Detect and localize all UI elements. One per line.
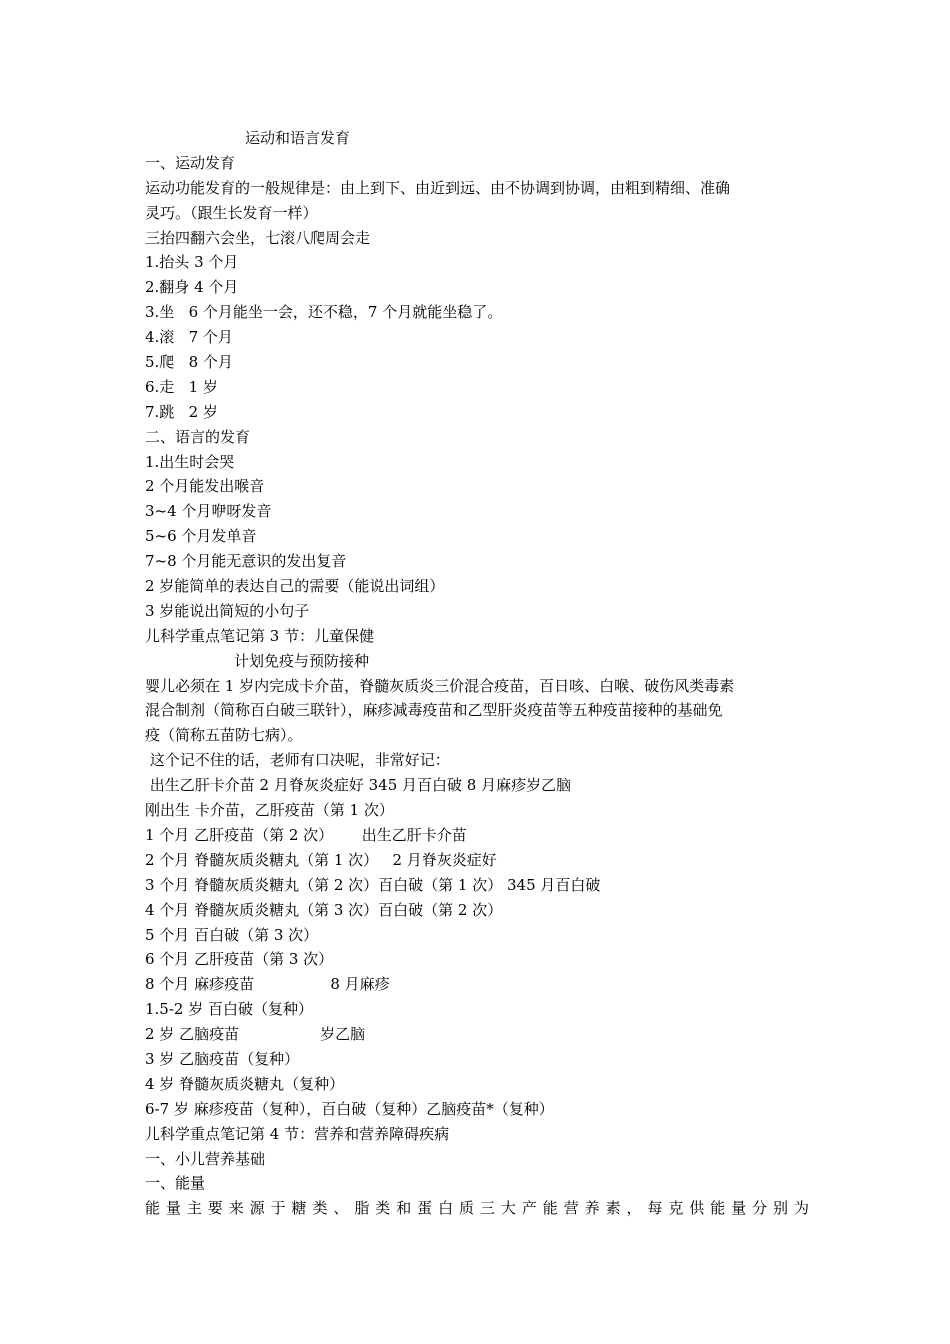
list-item: 2.翻身 4 个月 <box>145 278 239 297</box>
schedule-row: 6 个月 乙肝疫苗（第 3 次） <box>145 950 334 969</box>
paragraph-motor-rule: 运动功能发育的一般规律是：由上到下、由近到远、由不协调到协调，由粗到精细、准确 <box>145 178 731 197</box>
list-item: 1.抬头 3 个月 <box>145 253 239 272</box>
schedule-row: 3 岁 乙脑疫苗（复种） <box>145 1049 300 1068</box>
section-note-3: 儿科学重点笔记第 3 节：儿童保健 <box>145 626 375 645</box>
section-note-4: 儿科学重点笔记第 4 节：营养和营养障碍疾病 <box>145 1124 450 1143</box>
list-item: 2 个月能发出喉音 <box>145 477 265 496</box>
section-heading-nutrition: 一、小儿营养基础 <box>145 1149 266 1168</box>
subheading-energy: 一、能量 <box>145 1174 206 1193</box>
schedule-row: 1 个月 乙肝疫苗（第 2 次） 出生乙肝卡介苗 <box>145 825 467 844</box>
paragraph-immunization-cont: 混合制剂（简称百白破三联针），麻疹减毒疫苗和乙型肝炎疫苗等五种疫苗接种的基础免 <box>145 701 723 720</box>
list-item: 6.走 1 岁 <box>145 377 218 396</box>
section-heading-motor: 一、运动发育 <box>145 153 236 172</box>
list-item: 5.爬 8 个月 <box>145 353 233 372</box>
schedule-row: 8 个月 麻疹疫苗 8 月麻疹 <box>145 975 390 994</box>
list-item: 7.跳 2 岁 <box>145 402 218 421</box>
list-item: 4.滚 7 个月 <box>145 328 233 347</box>
list-item: 2 岁能简单的表达自己的需要（能说出词组） <box>145 577 445 596</box>
schedule-row: 2 岁 乙脑疫苗 岁乙脑 <box>145 1025 366 1044</box>
schedule-row: 4 个月 脊髓灰质炎糖丸（第 3 次）百白破（第 2 次） <box>145 900 503 919</box>
document-title: 运动和语言发育 <box>245 129 351 147</box>
schedule-row: 1.5-2 岁 百白破（复种） <box>145 1000 314 1019</box>
list-item: 3 岁能说出简短的小句子 <box>145 601 310 620</box>
list-item: 7~8 个月能无意识的发出复音 <box>145 552 347 571</box>
paragraph-energy: 能量主要来源于糖类、脂类和蛋白质三大产能营养素，每克供能量分别为 <box>145 1199 810 1218</box>
list-item: 3~4 个月咿呀发音 <box>145 502 272 521</box>
list-item: 3.坐 6 个月能坐一会，还不稳，7 个月就能坐稳了。 <box>145 303 503 322</box>
section-heading-language: 二、语言的发育 <box>145 427 251 446</box>
paragraph-motor-rule-cont: 灵巧。（跟生长发育一样） <box>145 203 318 222</box>
schedule-row: 3 个月 脊髓灰质炎糖丸（第 2 次）百白破（第 1 次） 345 月百白破 <box>145 875 601 894</box>
mnemonic-intro: 这个记不住的话，老师有口决呢，非常好记： <box>145 751 450 770</box>
motor-rhyme: 三抬四翻六会坐，七滚八爬周会走 <box>145 228 371 247</box>
schedule-row: 6-7 岁 麻疹疫苗（复种），百白破（复种）乙脑疫苗*（复种） <box>145 1099 554 1118</box>
paragraph-immunization-end: 疫（简称五苗防七病）。 <box>145 726 303 745</box>
list-item: 5~6 个月发单音 <box>145 527 257 546</box>
subtitle-immunization: 计划免疫与预防接种 <box>234 651 370 670</box>
mnemonic-text: 出生乙肝卡介苗 2 月脊灰炎症好 345 月百白破 8 月麻疹岁乙脑 <box>145 776 572 795</box>
document-body <box>145 126 810 1221</box>
schedule-row: 2 个月 脊髓灰质炎糖丸（第 1 次） 2 月脊灰炎症好 <box>145 850 497 869</box>
paragraph-immunization: 婴儿必须在 1 岁内完成卡介苗，脊髓灰质炎三价混合疫苗，百日咳、白喉、破伤风类毒素 <box>145 676 735 695</box>
list-item: 1.出生时会哭 <box>145 452 235 471</box>
schedule-row: 刚出生 卡介苗，乙肝疫苗（第 1 次） <box>145 801 394 820</box>
schedule-row: 5 个月 百白破（第 3 次） <box>145 925 319 944</box>
schedule-row: 4 岁 脊髓灰质炎糖丸（复种） <box>145 1074 345 1093</box>
